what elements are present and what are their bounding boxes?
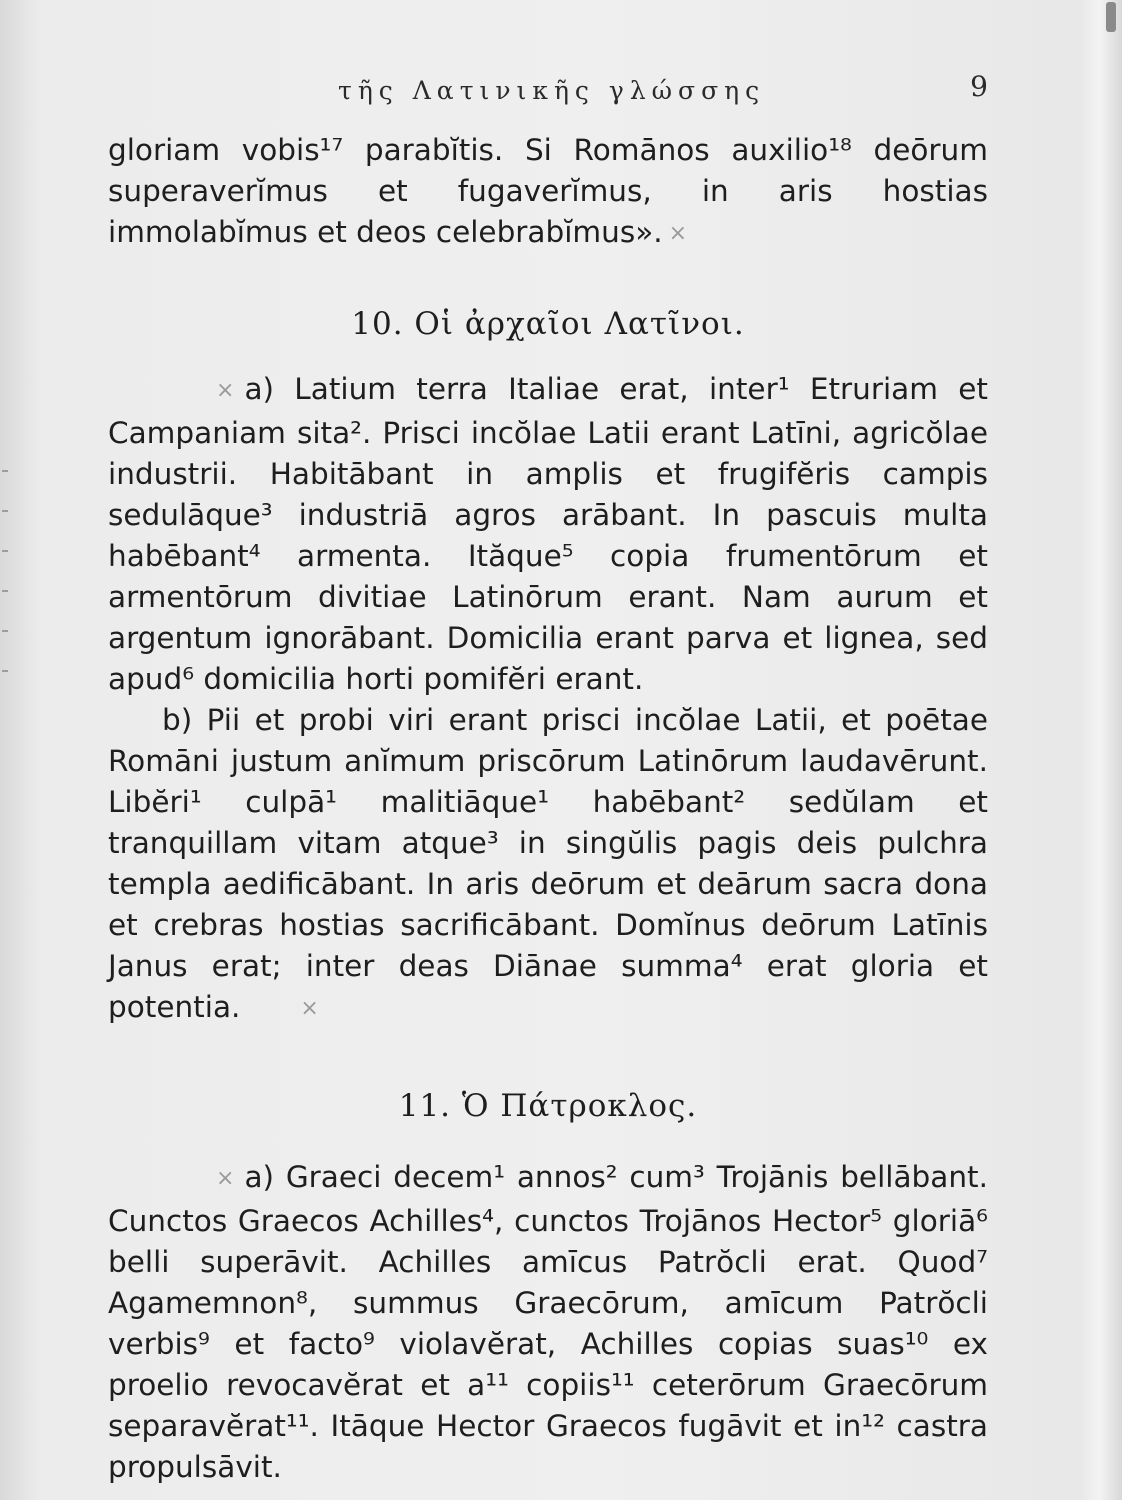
margin-marks: [2, 470, 16, 770]
section-10-paragraph-b-text: b) Pii et probi viri erant prisci incŏlae Latii, et poētae Romāni justum anĭmum priscōrum Latinōrum laudavērunt. Libĕri¹ culpā¹ malitiāque¹ habēbant² sedŭlam et tranquillam vitam atque³ in singŭlis pagis deis pulchra templa aedificābant. In aris deōrum et deārum sacra dona et crebras hostias sacrificābant. Domĭnus deōrum Latīnis Janus erat; inter deas Diānae summa⁴ erat gloria et potentia.: [108, 703, 988, 1024]
section-11-paragraph-a: [108, 1157, 988, 1488]
page-body: [108, 130, 988, 1488]
section-10-paragraph-a-text: a) Latium terra Italiae erat, inter¹ Etruriam et Campaniam sita². Prisci incŏlae Latii erant Latīni, agricŏlae industrii. Habitābant in amplis et frugifĕris campis sedulāque³ industriā agros arābant. In pascuis multa habēbant⁴ armenta. Ităque⁵ copia frumentōrum et armentōrum divitiae Latinōrum erant. Nam aurum et argentum ignorābant. Domicilia erant parva et lignea, sed apud⁶ domicilia horti pomifĕri erant.: [108, 372, 988, 696]
section-10-title: 10. Οἱ ἀρχαῖοι Λατῖνοι.: [351, 306, 745, 342]
page-header: [108, 70, 988, 110]
section-11-title: 11. Ὁ Πάτροκλος.: [398, 1088, 698, 1124]
section-10-paragraph-b: [108, 700, 988, 1031]
intro-paragraph: [108, 130, 988, 256]
page-edge-mark: [1106, 2, 1116, 32]
section-10-paragraph-a: [108, 369, 988, 700]
page-number: 9: [970, 70, 988, 103]
section-11-paragraph-a-text: a) Graeci decem¹ annos² cum³ Trojānis bellābant. Cunctos Graecos Achilles⁴, cunctos Trojānos Hector⁵ gloriā⁶ belli superāvit. Achilles amīcus Patrŏcli erat. Quod⁷ Agamemnon⁸, summus Graecōrum, amīcum Patrŏcli verbis⁹ et facto⁹ violavĕrat, Achilles copias suas¹⁰ ex proelio revocavĕrat et a¹¹ copiis¹¹ ceterōrum Graecōrum separavĕrat¹¹. Itāque Hector Graecos fugāvit et in¹² castra propulsāvit.: [108, 1160, 988, 1484]
cross-mark: ×: [216, 1166, 235, 1191]
cross-mark: ×: [300, 996, 319, 1021]
running-title: τῆς Λατινικῆς γλώσσης: [338, 76, 766, 105]
cross-mark: ×: [668, 221, 688, 246]
cross-mark: ×: [216, 378, 235, 403]
intro-text: gloriam vobis¹⁷ parabĭtis. Si Romānos auxilio¹⁸ deōrum superaverĭmus et fugaverĭmus, in aris hostias immolabĭmus et deos celebrabĭmus».: [108, 133, 988, 249]
